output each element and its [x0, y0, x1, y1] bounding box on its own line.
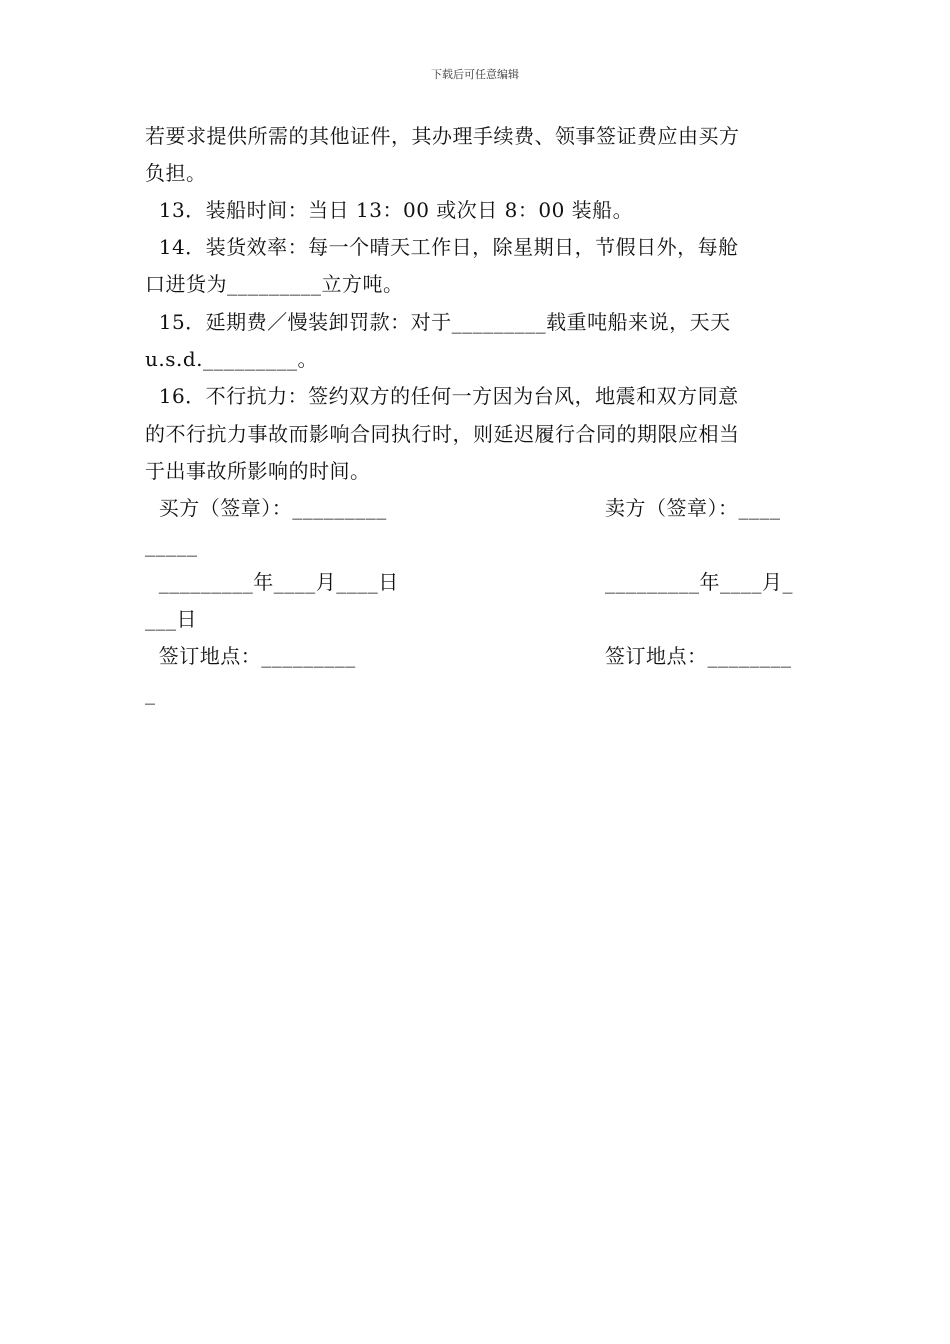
clause-14-line-2: 口进货为_________立方吨。	[145, 272, 404, 296]
clause-14-line-1: 14．装货效率：每一个晴天工作日，除星期日，节假日外，每舱	[145, 235, 739, 259]
buyer-signature-label: 买方（签章）：_________	[145, 496, 387, 520]
seller-place-continuation: _	[145, 681, 156, 705]
seller-date-continuation: ___日	[145, 607, 197, 631]
seller-signing-place: 签订地点：________	[605, 644, 792, 668]
body-line-2: 负担。	[145, 161, 207, 185]
seller-signature-continuation: _____	[145, 533, 198, 557]
clause-15-line-2: u.s.d._________。	[145, 347, 319, 371]
body-line-1: 若要求提供所需的其他证件，其办理手续费、领事签证费应由买方	[145, 124, 740, 148]
seller-date: _________年____月_	[605, 570, 793, 594]
clause-16-line-1: 16．不行抗力：签约双方的任何一方因为台风，地震和双方同意	[145, 384, 739, 408]
page-header: 下载后可任意编辑	[431, 68, 519, 81]
buyer-date: _________年____月____日	[145, 570, 399, 594]
clause-16-line-3: 于出事故所影响的时间。	[145, 459, 371, 483]
clause-13: 13．装船时间：当日 13：00 或次日 8：00 装船。	[145, 198, 634, 222]
buyer-signing-place: 签订地点：_________	[145, 644, 356, 668]
clause-16-line-2: 的不行抗力事故而影响合同执行时，则延迟履行合同的期限应相当	[145, 422, 740, 446]
seller-signature-label: 卖方（签章）：____	[605, 496, 781, 520]
clause-15-line-1: 15．延期费／慢装卸罚款：对于_________载重吨船来说，天天	[145, 310, 731, 334]
